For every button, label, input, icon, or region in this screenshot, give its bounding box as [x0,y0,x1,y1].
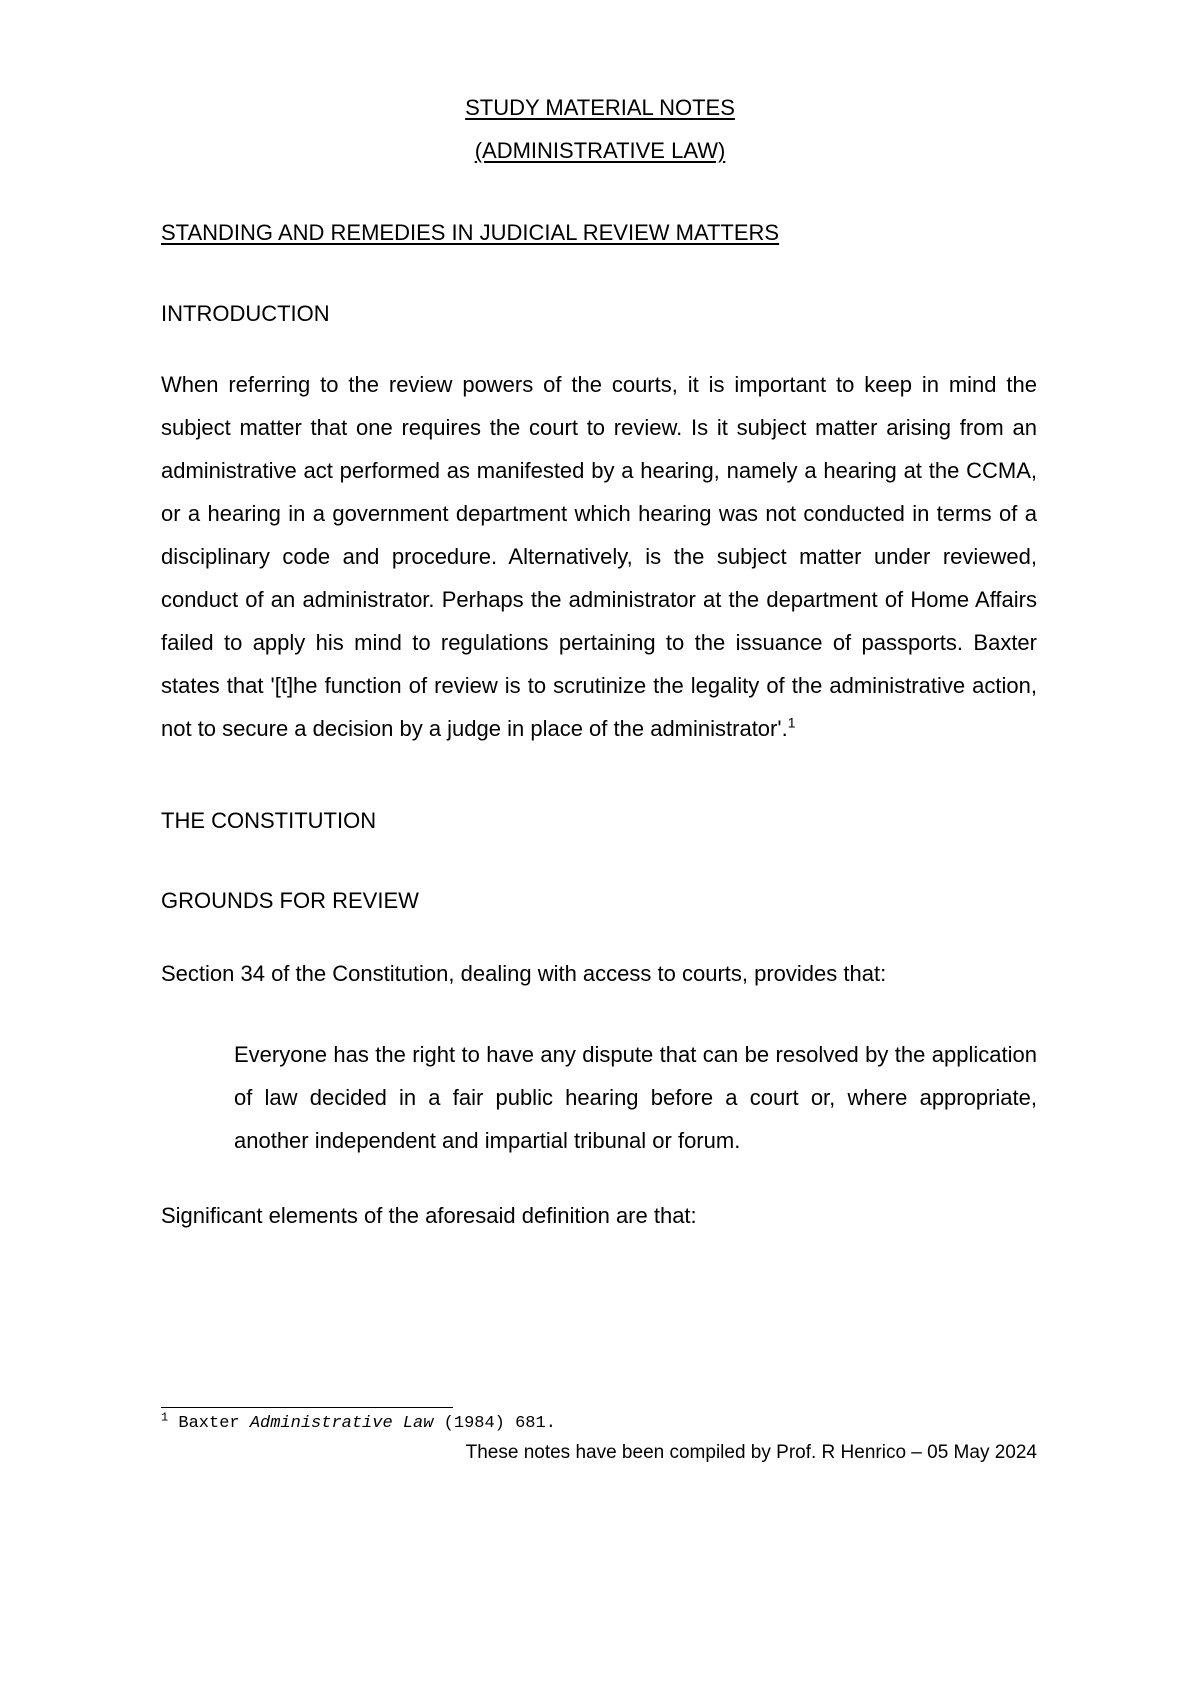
footnote-number: 1 [161,1410,169,1425]
footnote-work-title: Administrative Law [249,1414,434,1433]
footnote-reference: 1 [787,714,796,731]
footnote-citation: (1984) 681. [443,1414,556,1433]
footnote-author: Baxter [178,1414,240,1433]
section34-intro-paragraph: Section 34 of the Constitution, dealing with access to courts, provides that: [161,961,887,986]
footnote [161,1412,556,1436]
section-heading-grounds: GROUNDS FOR REVIEW [161,888,419,913]
elements-intro-paragraph: Significant elements of the aforesaid definition are that: [161,1203,697,1228]
main-heading: STANDING AND REMEDIES IN JUDICIAL REVIEW MATTERS [161,220,780,245]
document-title: STUDY MATERIAL NOTES [465,95,735,120]
page-footer-credit: These notes have been compiled by Prof. R Henrico – 05 May 2024 [465,1442,1037,1463]
footnote-separator [161,1407,453,1408]
introduction-paragraph-text: When referring to the review powers of the courts, it is important to keep in mind the subject matter that one requires the court to review. Is it subject matter arising from an administrative act performed as manifested by a hearing, namely a hearing at the CCMA, or a hearing in a government department which hearing was not conducted in terms of a disciplinary code and procedure. Alternatively, is the subject matter under reviewed, conduct of an administrator. Perhaps the administrator at the department of Home Affairs failed to apply his mind to regulations pertaining to the issuance of passports. Baxter states that '[t]he function of review is to scrutinize the legality of the administrative action, not to secure a decision by a judge in place of the administrator'. [161,372,1037,741]
section34-block-quote: Everyone has the right to have any dispute that can be resolved by the application of law decided in a fair public hearing before a court or, where appropriate, another independent and impartial tribunal or forum. [234,1042,1037,1153]
document-subtitle: (ADMINISTRATIVE LAW) [474,138,726,163]
section-heading-constitution: THE CONSTITUTION [161,808,377,833]
introduction-paragraph [161,363,1037,750]
section-heading-introduction: INTRODUCTION [161,301,330,326]
